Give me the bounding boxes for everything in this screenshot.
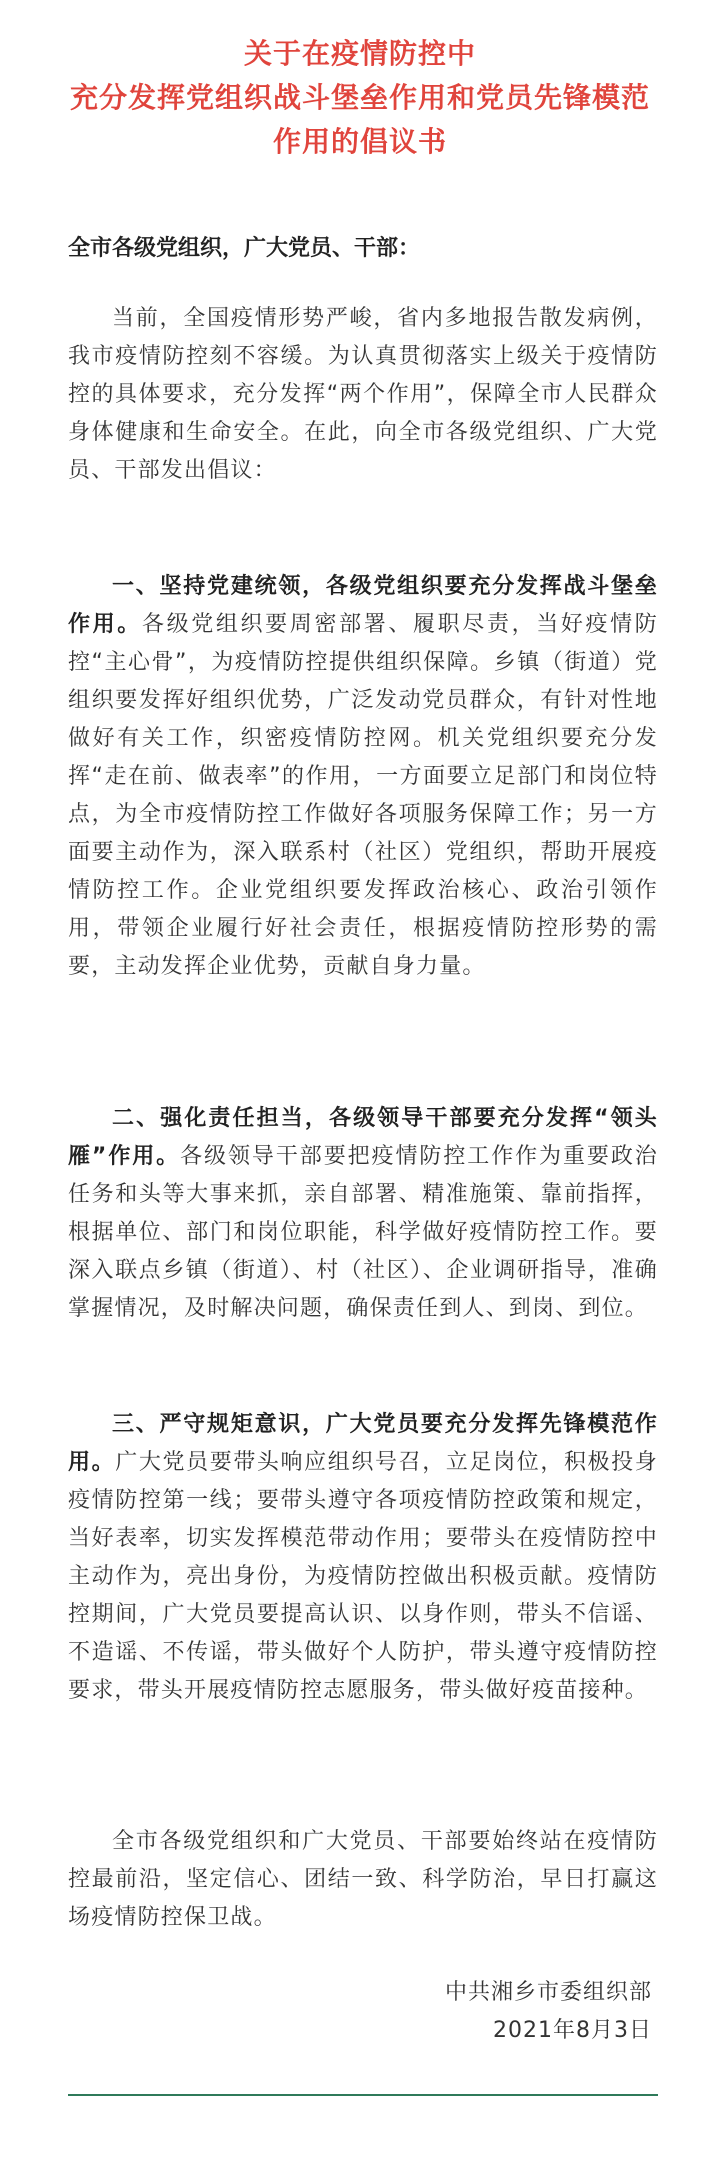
section-3-heading: 三、严守规矩意识，广大党员要充分发挥先锋模范作用。 — [68, 1412, 658, 1475]
signature-date: 2021年8月3日 — [493, 2018, 652, 2043]
section-1-body: 各级党组织要周密部署、履职尽责，当好疫情防控“主心骨”，为疫情防控提供组织保障。乡镇（街道）党组织要发挥好组织优势，广泛发动党员群众，有针对性地做好有关工作，织密疫情防控网。机关党组织要充分发挥“走在前、做表率”的作用，一方面要立足部门和岗位特点，为全市疫情防控工作做好各项服务保障工作；另一方面要主动作为，深入联系村（社区）党组织，帮助开展疫情防控工作。企业党组织要发挥政治核心、政治引领作用，带领企业履行好社会责任，根据疫情防控形势的需要，主动发挥企业优势，贡献自身力量。 — [68, 612, 658, 979]
title-line-2: 充分发挥党组织战斗堡垒作用和党员先锋模范 — [69, 81, 650, 114]
section-1-heading: 一、坚持党建统领，各级党组织要充分发挥战斗堡垒作用。 — [68, 574, 658, 637]
intro-paragraph: 当前，全国疫情形势严峻，省内多地报告散发病例，我市疫情防控刻不容缓。为认真贯彻落实上级关于疫情防控的具体要求，充分发挥“两个作用”，保障全市人民群众身体健康和生命安全。在此，向全市各级党组织、广大党员、干部发出倡议： — [68, 306, 658, 483]
title-line-3: 作用的倡议书 — [272, 125, 447, 158]
section-2-paragraph — [68, 1100, 658, 1328]
section-3-body: 广大党员要带头响应组织号召，立足岗位，积极投身疫情防控第一线；要带头遵守各项疫情防控政策和规定，当好表率，切实发挥模范带动作用；要带头在疫情防控中主动作为，亮出身份，为疫情防控做出积极贡献。疫情防控期间，广大党员要提高认识、以身作则，带头不信谣、不造谣、不传谣，带头做好个人防护，带头遵守疫情防控要求，带头开展疫情防控志愿服务，带头做好疫苗接种。 — [68, 1450, 658, 1703]
closing-paragraph: 全市各级党组织和广大党员、干部要始终站在疫情防控最前沿，坚定信心、团结一致、科学防治，早日打赢这场疫情防控保卫战。 — [68, 1829, 658, 1930]
greeting: 全市各级党组织，广大党员、干部： — [68, 236, 421, 261]
section-2-heading: 二、强化责任担当，各级领导干部要充分发挥“领头雁”作用。 — [68, 1106, 658, 1169]
section-3-paragraph — [68, 1406, 658, 1710]
footer-divider — [68, 2094, 658, 2096]
title-line-1: 关于在疫情防控中 — [243, 37, 476, 70]
section-1-paragraph — [68, 568, 658, 986]
document-title — [40, 32, 680, 164]
section-2-body: 各级领导干部要把疫情防控工作作为重要政治任务和头等大事来抓，亲自部署、精准施策、靠前指挥，根据单位、部门和岗位职能，科学做好疫情防控工作。要深入联点乡镇（街道）、村（社区）、企业调研指导，准确掌握情况，及时解决问题，确保责任到人、到岗、到位。 — [68, 1144, 658, 1321]
signature-organization: 中共湘乡市委组织部 — [444, 1980, 652, 2005]
